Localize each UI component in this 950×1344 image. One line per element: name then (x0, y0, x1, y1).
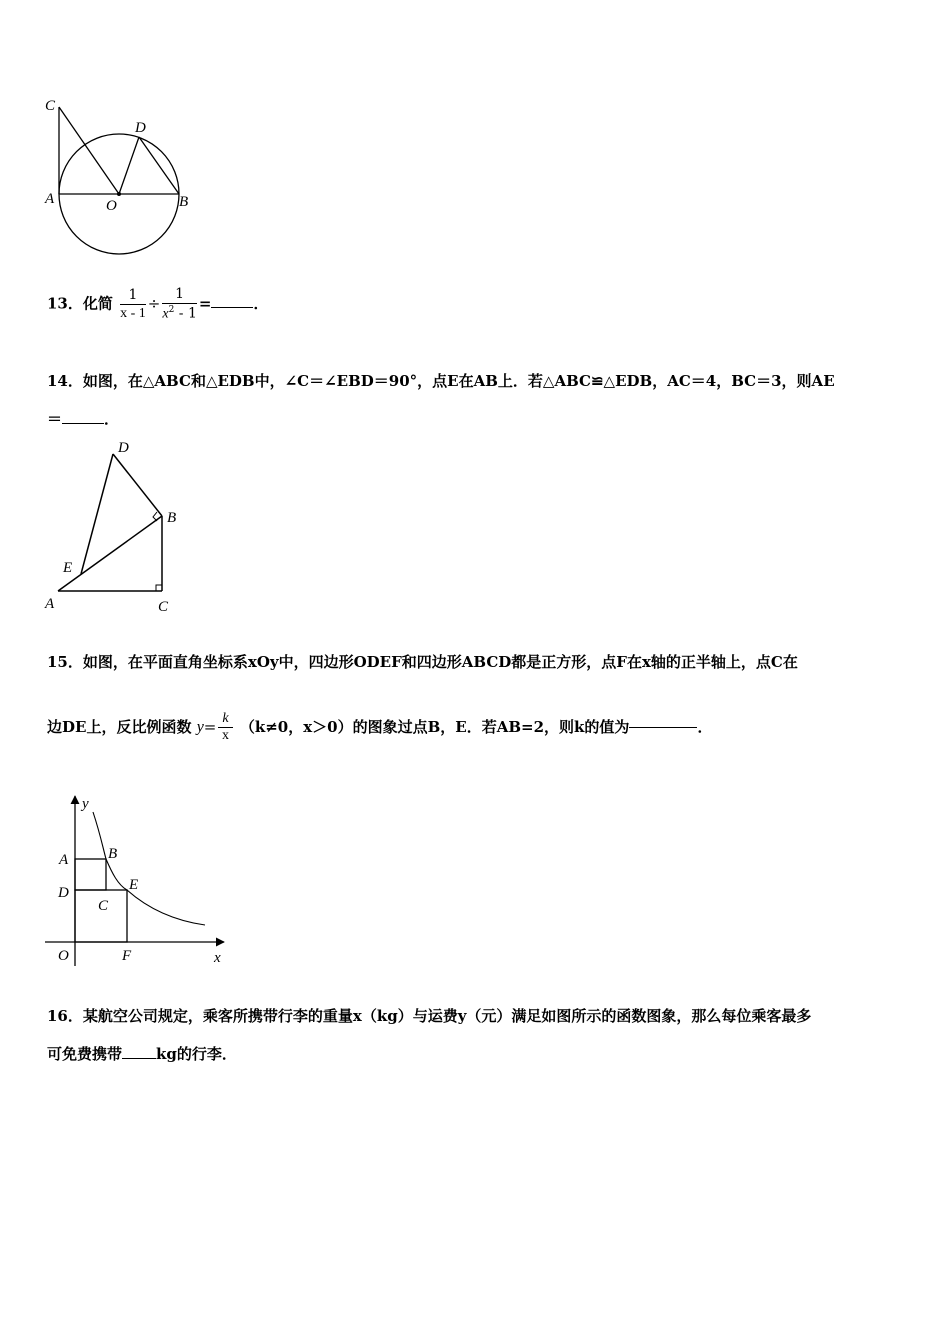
q14-line2-prefix: ＝ (47, 410, 63, 428)
q13-frac2-numerator: 1 (162, 286, 197, 304)
question-16-line-2 (47, 1043, 237, 1064)
q13-frac1-denominator: x - 1 (120, 305, 146, 321)
q15-answer-blank[interactable] (629, 727, 697, 728)
coordinate-figure (40, 788, 235, 973)
q13-prefix: 13．化简 (47, 294, 113, 313)
q15-end: ． (697, 718, 713, 736)
label-c: C (98, 898, 109, 914)
q15-func-fraction (218, 712, 232, 743)
q14-line2-suffix: ． (104, 410, 120, 428)
label-d: D (58, 885, 69, 901)
label-o: O (58, 948, 69, 964)
label-x: x (214, 950, 221, 966)
label-d: D (118, 440, 129, 456)
question-13 (47, 286, 268, 323)
label-a: A (59, 852, 69, 868)
q14-answer-blank[interactable] (62, 423, 104, 424)
question-14-line-1: 14．如图，在△ABC和△EDB中，∠C＝∠EBD＝90°，点E在AB上．若△ABC≌△EDB，AC＝4，BC＝3，则AE (47, 372, 835, 390)
label-e: E (63, 560, 73, 576)
q13-equals: = (198, 294, 212, 313)
label-a: A (45, 596, 55, 612)
label-b: B (108, 846, 118, 862)
q16-answer-blank[interactable] (122, 1058, 156, 1059)
square-abcd (75, 859, 106, 890)
q15-line2-suffix: （k≠0，x＞0）的图象过点B，E．若AB=2，则k的值为 (239, 718, 630, 736)
line-db (139, 137, 179, 194)
q16-line2-suffix: kg的行李． (156, 1045, 237, 1063)
q15-func-numerator: k (218, 712, 232, 728)
question-15-line-1: 15．如图，在平面直角坐标系xOy中，四边形ODEF和四边形ABCD都是正方形，点F在x轴的正半轴上，点C在 (47, 653, 798, 671)
q15-line2-prefix: 边DE上，反比例函数 (47, 718, 192, 736)
label-o: O (106, 198, 117, 214)
q15-func-eq: = (203, 718, 217, 736)
q13-frac2-den-base: x (162, 306, 169, 322)
q13-answer-blank[interactable] (211, 307, 253, 308)
q13-fraction-2 (162, 286, 197, 323)
question-14-line-2 (47, 408, 119, 429)
label-c: C (158, 599, 169, 615)
q13-suffix: ． (253, 294, 269, 313)
q13-frac1-numerator: 1 (120, 287, 146, 305)
line-od (119, 137, 139, 194)
q16-line2-prefix: 可免费携带 (47, 1045, 123, 1063)
q13-frac2-den-exp: 2 (168, 305, 175, 315)
label-e: E (129, 877, 139, 893)
label-d: D (135, 120, 146, 136)
line-ab (58, 516, 162, 591)
triangle-figure (40, 432, 200, 617)
q13-frac2-den-rest: - 1 (174, 305, 197, 322)
circle-figure (40, 95, 200, 265)
line-db (113, 454, 162, 516)
line-co (59, 107, 119, 194)
center-point (117, 192, 121, 196)
q13-frac2-denominator (162, 304, 197, 323)
label-b: B (167, 510, 177, 526)
q13-fraction-1 (120, 287, 146, 322)
hyperbola-curve (93, 812, 205, 925)
q15-func-denominator: x (221, 728, 229, 743)
question-15-line-2 (47, 712, 712, 743)
label-c: C (45, 98, 56, 114)
q13-operator: ÷ (147, 294, 161, 313)
label-a: A (45, 191, 55, 207)
q15-func-y: y (196, 718, 204, 736)
right-angle-c (156, 585, 162, 591)
label-y: y (82, 796, 89, 812)
label-f: F (122, 948, 132, 964)
line-ed (81, 454, 113, 574)
label-b: B (179, 194, 189, 210)
question-16-line-1: 16．某航空公司规定，乘客所携带行李的重量x（kg）与运费y（元）满足如图所示的函数图象，那么每位乘客最多 (47, 1007, 812, 1025)
